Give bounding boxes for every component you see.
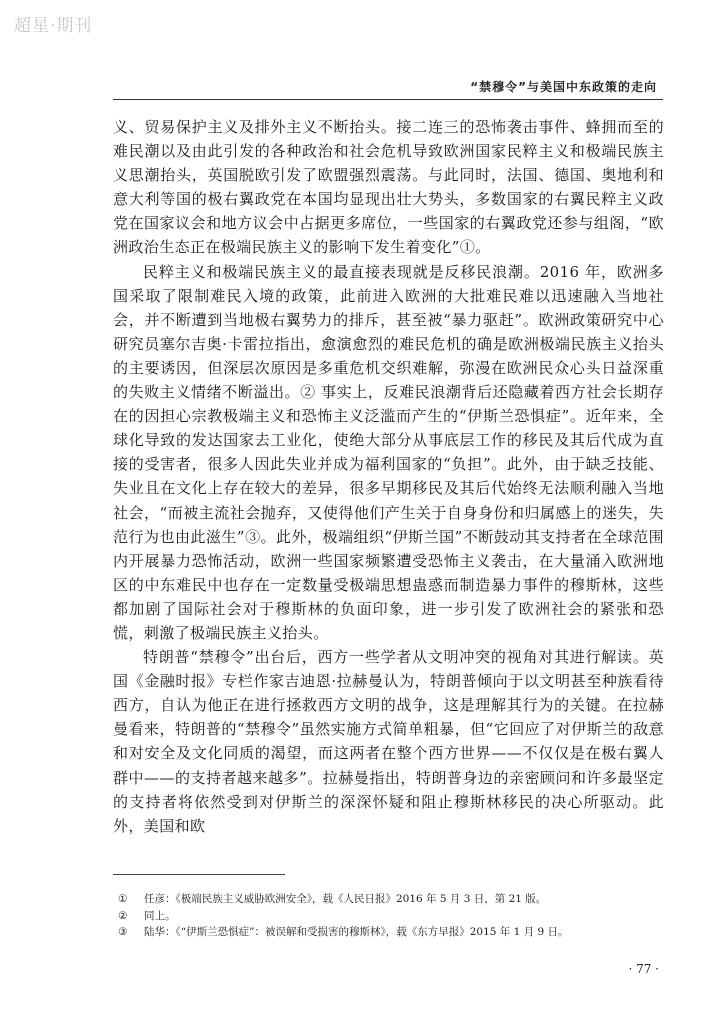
footnote	[118, 924, 658, 941]
footnote	[118, 908, 658, 925]
paragraph-2: 民粹主义和极端民族主义的最直接表现就是反移民浪潮。2016 年，欧洲多国采取了限制难民入境的政策，此前进入欧洲的大批难民难以迅速融入当地社会，并不断遭到当地极右翼势力的排斥，甚至被“暴力驱赶”。欧洲政策研究中心研究员塞尔吉奥·卡雷拉指出，愈演愈烈的难民危机的确是欧洲极端民族主义抬头的主要诱因，但深层次原因是多重危机交织难解，弥漫在欧洲民众心头日益深重的失败主义情绪不断溢出。② 事实上，反难民浪潮背后还隐藏着西方社会长期存在的因担心宗教极端主义和恐怖主义泛滥而产生的“伊斯兰恐惧症”。近年来，全球化导致的发达国家去工业化，使绝大部分从事底层工作的移民及其后代成为直接的受害者，很多人因此失业并成为福利国家的“负担”。此外，由于缺乏技能、失业且在文化上存在较大的差异，很多早期移民及其后代始终无法顺利融入当地社会，“而被主流社会抛弃，又使得他们产生关于自身身份和归属感上的迷失，失范行为也由此滋生”③。此外，极端组织“伊斯兰国”不断鼓动其支持者在全球范围内开展暴力恐怖活动，欧洲一些国家频繁遭受恐怖主义袭击，在大量涌入欧洲地区的中东难民中也存在一定数量受极端思想蛊惑而制造暴力事件的穆斯林，这些都加剧了国际社会对于穆斯林的负面印象，进一步引发了欧洲社会的紧张和恐慌，刺激了极端民族主义抬头。	[113, 262, 664, 642]
footnote-mark: ②	[118, 909, 128, 922]
footnote-text: 任彦：《极端民族主义威胁欧洲安全》，载《人民日报》2016 年 5 月 3 日，第 21 版。	[144, 893, 547, 905]
paragraph-1: 义、贸易保护主义及排外主义不断抬头。接二连三的恐怖袭击事件、蜂拥而至的难民潮以及由此引发的各种政治和社会危机导致欧洲国家民粹主义和极端民族主义思潮抬头，英国脱欧引发了欧盟强烈震荡。与此同时，法国、德国、奥地利和意大利等国的极右翼政党在本国均显现出壮大势头，多数国家的右翼民粹主义政党在国家议会和地方议会中占据更多席位，一些国家的右翼政党还参与组阁，“欧洲政治生态正在极端民族主义的影响下发生着变化”①。	[113, 118, 664, 257]
footnote-text: 同上。	[144, 909, 176, 922]
body-text	[113, 115, 664, 838]
running-header: “禁穆令”与美国中东政策的走向	[470, 80, 657, 94]
watermark: 超星·期刊	[14, 16, 93, 36]
footnotes	[118, 891, 658, 941]
page-number: · 77 ·	[628, 962, 659, 976]
footnote-text: 陆华：《“伊斯兰恐惧症”：被误解和受损害的穆斯林》，载《东方早报》2015 年 1 月 9 日。	[144, 926, 569, 938]
footnote-mark: ①	[118, 893, 128, 905]
footnote-mark: ③	[118, 926, 128, 938]
paragraph-3: 特朗普“禁穆令”出台后，西方一些学者从文明冲突的视角对其进行解读。英国《金融时报》专栏作家吉迪恩·拉赫曼认为，特朗普倾向于以文明甚至种族看待西方，自认为他正在进行拯救西方文明的战争，这是理解其行为的关键。在拉赫曼看来，特朗普的“禁穆令”虽然实施方式简单粗暴，但“它回应了对伊斯兰的敌意和对安全及文化同质的渴望，而这两者在整个西方世界——不仅仅是在极右翼人群中——的支持者越来越多”。拉赫曼指出，特朗普身边的亲密顾问和许多最坚定的支持者将依然受到对伊斯兰的深深怀疑和阻止穆斯林移民的决心所驱动。此外，美国和欧	[113, 648, 664, 835]
footnote	[118, 891, 658, 908]
footnote-rule	[113, 874, 285, 875]
header-rule	[113, 99, 663, 100]
